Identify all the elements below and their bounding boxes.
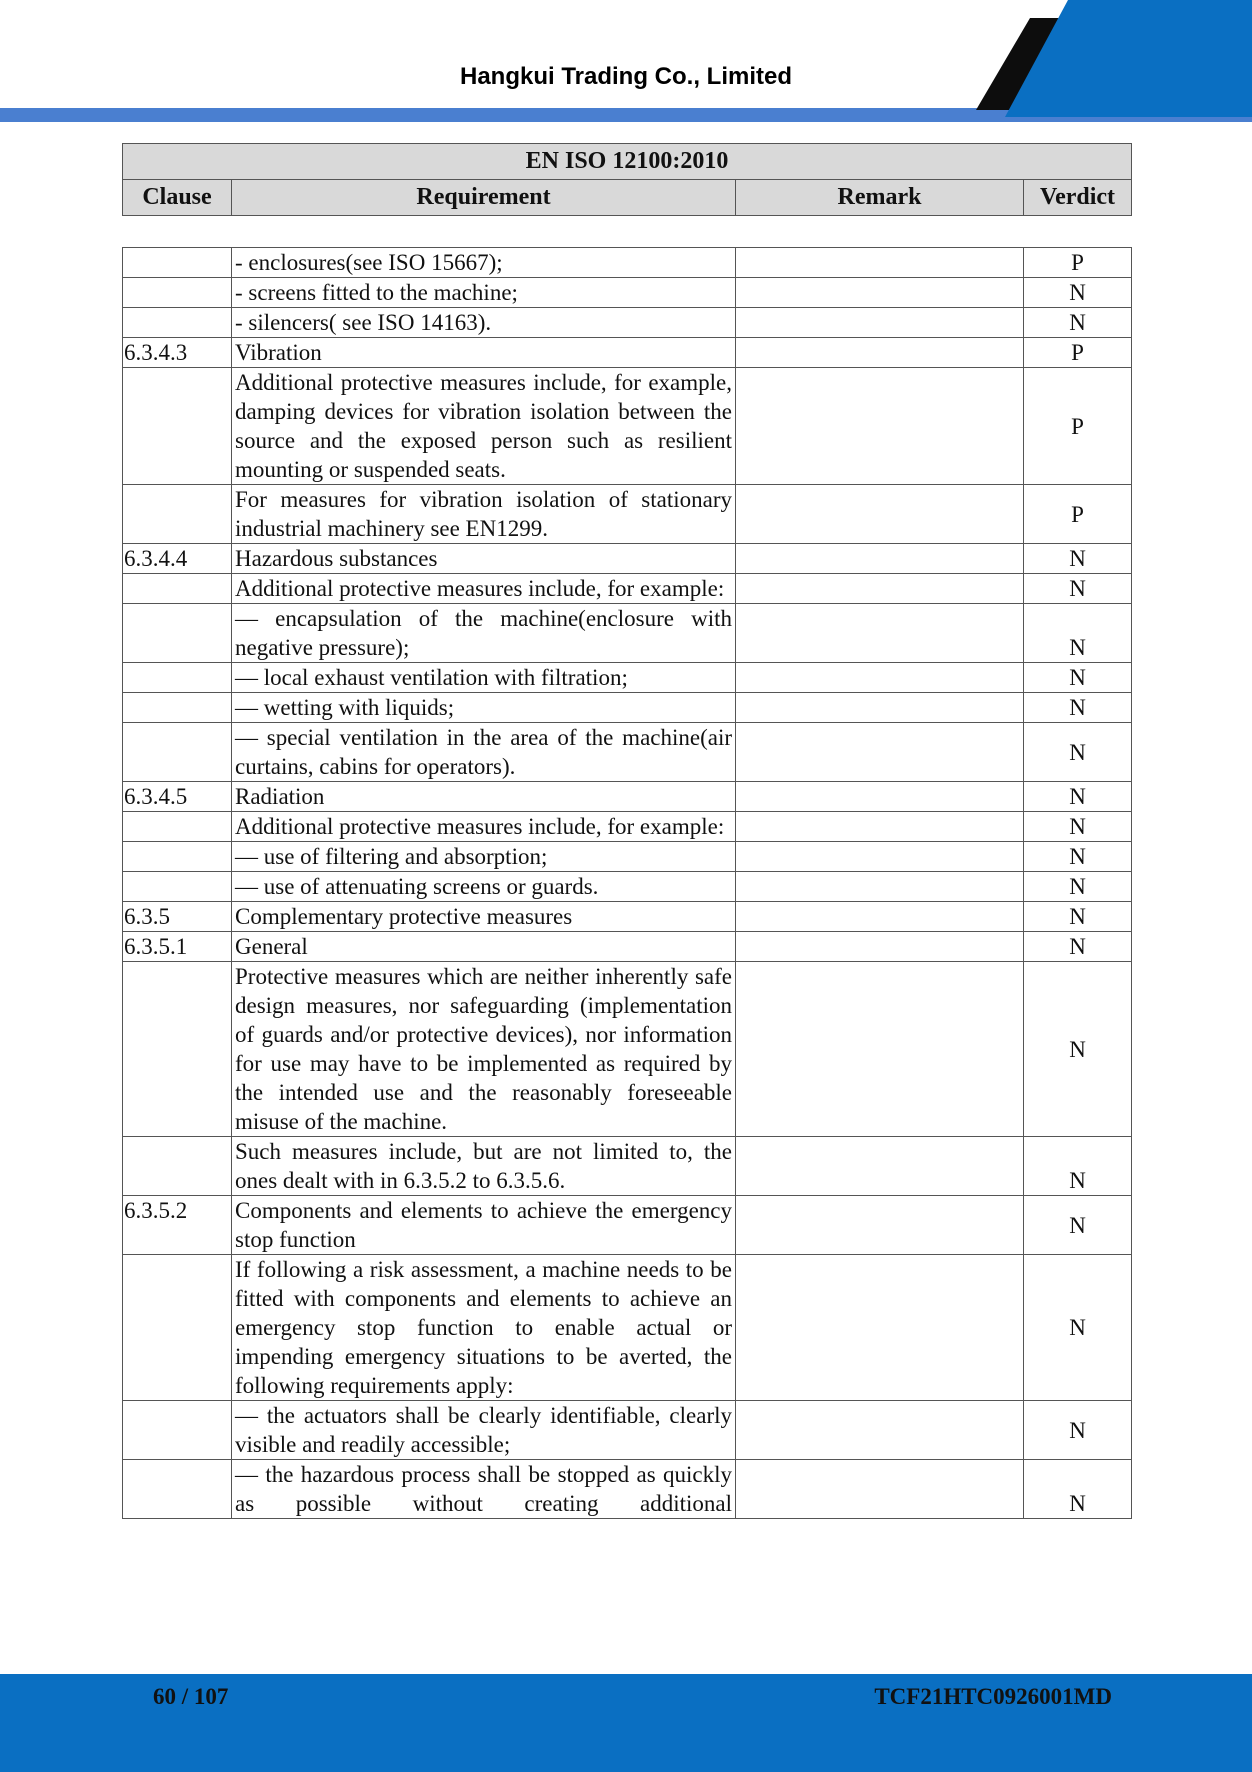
verdict-cell: N (1024, 574, 1132, 604)
remark-cell (736, 812, 1024, 842)
verdict-cell: N (1024, 663, 1132, 693)
clause-cell (123, 872, 232, 902)
requirement-cell: — special ventilation in the area of the machine(air curtains, cabins for operators). (232, 723, 736, 782)
header-blue-block (1005, 0, 1252, 117)
requirement-cell: — wetting with liquids; (232, 693, 736, 723)
table-row (123, 338, 1132, 368)
remark-cell (736, 368, 1024, 485)
table-row (123, 962, 1132, 1137)
remark-cell (736, 248, 1024, 278)
clause-cell: 6.3.5.2 (123, 1196, 232, 1255)
verdict-cell: N (1024, 544, 1132, 574)
clause-cell (123, 248, 232, 278)
remark-cell (736, 1196, 1024, 1255)
company-name: Hangkui Trading Co., Limited (459, 63, 792, 90)
requirement-cell: — use of attenuating screens or guards. (232, 872, 736, 902)
table-row (123, 842, 1132, 872)
clause-cell: 6.3.5 (123, 902, 232, 932)
clause-cell (123, 485, 232, 544)
remark-cell (736, 1401, 1024, 1460)
clause-cell: 6.3.4.4 (123, 544, 232, 574)
clause-cell (123, 693, 232, 723)
clause-cell: 6.3.5.1 (123, 932, 232, 962)
requirement-cell: - screens fitted to the machine; (232, 278, 736, 308)
table-row (123, 1460, 1132, 1519)
clause-cell (123, 368, 232, 485)
verdict-cell: N (1024, 962, 1132, 1137)
verdict-cell: N (1024, 278, 1132, 308)
requirement-cell: Additional protective measures include, for example: (232, 574, 736, 604)
requirement-cell: - silencers( see ISO 14163). (232, 308, 736, 338)
requirement-cell: Hazardous substances (232, 544, 736, 574)
table-row (123, 308, 1132, 338)
table-row (123, 902, 1132, 932)
table-row (123, 812, 1132, 842)
requirement-cell: Complementary protective measures (232, 902, 736, 932)
requirement-cell: Vibration (232, 338, 736, 368)
requirement-cell: — encapsulation of the machine(enclosure with negative pressure); (232, 604, 736, 663)
requirement-cell: If following a risk assessment, a machine needs to be fitted with components and elements to achieve an emergency stop function to enable actual or impending emergency situations to be averted, the following requirements apply: (232, 1255, 736, 1401)
column-header-remark: Remark (736, 180, 1024, 216)
requirement-cell: Additional protective measures include, for example, damping devices for vibration isolation between the source and the exposed person such as resilient mounting or suspended seats. (232, 368, 736, 485)
requirement-cell: Protective measures which are neither inherently safe design measures, nor safeguarding (implementation of guards and/or protective devices), nor information for use may have to be implemented as required by the intended use and the reasonably foreseeable misuse of the machine. (232, 962, 736, 1137)
clause-cell (123, 812, 232, 842)
requirement-cell: Components and elements to achieve the emergency stop function (232, 1196, 736, 1255)
table-row (123, 693, 1132, 723)
table-row (123, 663, 1132, 693)
clause-cell (123, 278, 232, 308)
verdict-cell: P (1024, 368, 1132, 485)
verdict-cell: N (1024, 842, 1132, 872)
table-row (123, 1255, 1132, 1401)
verdict-cell: N (1024, 693, 1132, 723)
remark-cell (736, 604, 1024, 663)
remark-cell (736, 872, 1024, 902)
table-row (123, 248, 1132, 278)
requirement-cell: — use of filtering and absorption; (232, 842, 736, 872)
verdict-cell: N (1024, 1137, 1132, 1196)
remark-cell (736, 1137, 1024, 1196)
verdict-cell: N (1024, 932, 1132, 962)
requirement-cell: — the hazardous process shall be stopped as quickly as possible without creating additional (232, 1460, 736, 1519)
remark-cell (736, 485, 1024, 544)
clause-cell: 6.3.4.3 (123, 338, 232, 368)
table-row (123, 782, 1132, 812)
standard-title: EN ISO 12100:2010 (123, 144, 1132, 180)
remark-cell (736, 902, 1024, 932)
remark-cell (736, 308, 1024, 338)
requirement-cell: Such measures include, but are not limited to, the ones dealt with in 6.3.5.2 to 6.3.5.6. (232, 1137, 736, 1196)
verdict-cell: N (1024, 902, 1132, 932)
table-row (123, 932, 1132, 962)
column-header-requirement: Requirement (232, 180, 736, 216)
remark-cell (736, 1255, 1024, 1401)
clause-cell (123, 604, 232, 663)
table-row (123, 485, 1132, 544)
column-header-verdict: Verdict (1024, 180, 1132, 216)
page-number: 60 / 107 (153, 1684, 229, 1709)
verdict-cell: N (1024, 872, 1132, 902)
table-row (123, 1401, 1132, 1460)
verdict-cell: N (1024, 812, 1132, 842)
requirement-cell: Radiation (232, 782, 736, 812)
remark-cell (736, 782, 1024, 812)
table-row (123, 723, 1132, 782)
table-row (123, 544, 1132, 574)
remark-cell (736, 932, 1024, 962)
table-row (123, 1137, 1132, 1196)
verdict-cell: N (1024, 723, 1132, 782)
verdict-cell: N (1024, 782, 1132, 812)
page-header (0, 0, 1252, 125)
remark-cell (736, 723, 1024, 782)
remark-cell (736, 544, 1024, 574)
verdict-cell: N (1024, 1460, 1132, 1519)
verdict-cell: P (1024, 248, 1132, 278)
requirement-cell: — the actuators shall be clearly identifiable, clearly visible and readily accessible; (232, 1401, 736, 1460)
requirement-cell: — local exhaust ventilation with filtration; (232, 663, 736, 693)
report-code: TCF21HTC0926001MD (874, 1684, 1112, 1709)
verdict-cell: N (1024, 1255, 1132, 1401)
table-row (123, 278, 1132, 308)
table-row (123, 1196, 1132, 1255)
verdict-cell: N (1024, 1401, 1132, 1460)
clause-cell (123, 962, 232, 1137)
requirement-cell: - enclosures(see ISO 15667); (232, 248, 736, 278)
verdict-cell: N (1024, 1196, 1132, 1255)
clause-cell (123, 1401, 232, 1460)
verdict-cell: P (1024, 485, 1132, 544)
clause-cell (123, 723, 232, 782)
clause-cell (123, 574, 232, 604)
page-footer (0, 1674, 1252, 1772)
table-row (123, 604, 1132, 663)
remark-cell (736, 663, 1024, 693)
clause-cell (123, 1137, 232, 1196)
remark-cell (736, 338, 1024, 368)
clause-cell: 6.3.4.5 (123, 782, 232, 812)
clause-cell (123, 308, 232, 338)
requirement-cell: For measures for vibration isolation of stationary industrial machinery see EN1299. (232, 485, 736, 544)
requirement-cell: Additional protective measures include, for example: (232, 812, 736, 842)
remark-cell (736, 1460, 1024, 1519)
requirements-table (122, 247, 1132, 1519)
verdict-cell: N (1024, 604, 1132, 663)
remark-cell (736, 574, 1024, 604)
requirement-cell: General (232, 932, 736, 962)
verdict-cell: P (1024, 338, 1132, 368)
table-header (122, 143, 1132, 216)
clause-cell (123, 1255, 232, 1401)
clause-cell (123, 1460, 232, 1519)
table-row (123, 574, 1132, 604)
column-header-clause: Clause (123, 180, 232, 216)
clause-cell (123, 663, 232, 693)
verdict-cell: N (1024, 308, 1132, 338)
remark-cell (736, 278, 1024, 308)
remark-cell (736, 693, 1024, 723)
clause-cell (123, 842, 232, 872)
table-row (123, 872, 1132, 902)
remark-cell (736, 962, 1024, 1137)
table-row (123, 368, 1132, 485)
remark-cell (736, 842, 1024, 872)
